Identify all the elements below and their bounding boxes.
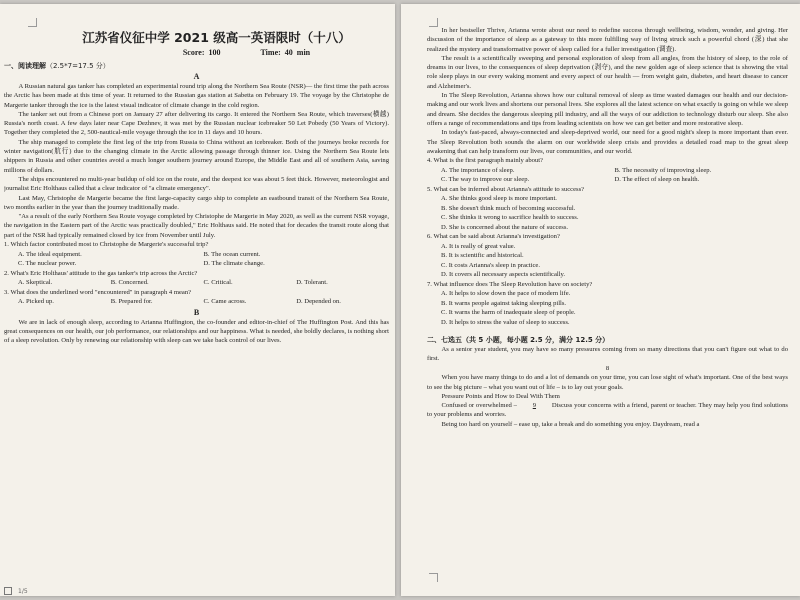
paragraph: A Russian natural gas tanker has completed an experimental round trip along the Northern Sea Route (NSR)— the first time the path across the Arctic has been made at this time of year. It returned to the Russian gas station at Sabetta on February 19. The voyage by the Christophe de Margerie tanker through the ice is the latest visual indicator of climate change in the cold region. [4, 83, 389, 109]
paragraph: In The Sleep Revolution, Arianna shows how our cultural removal of sleep as time wasted damages our health and our decision-making and our work lives and shortens our personal lives. She explores all the latest science on what exactly is going on while we sleep and dream. She decides the dangerous sleeping pill industry, and all the ways of our addiction to technology disturb our sleep. She also offers a range of recommendations and tips from leading scientists on how we can get better and more restorative sleep. [427, 92, 788, 127]
question-7: 7. What influence does The Sleep Revolution have on society? [427, 280, 593, 288]
option: A. It helps to slow down the pace of modern life. [441, 290, 571, 298]
option: C. Came across. [203, 298, 247, 306]
option: D. Depended on. [296, 298, 341, 306]
section-heading [4, 61, 389, 71]
option: A. Skeptical. [18, 279, 53, 287]
score-label: Score: 100 [182, 48, 221, 57]
option: C. It costs Arianna's sleep in practice. [441, 261, 540, 269]
option: B. The necessity of improving sleep. [614, 166, 712, 174]
option: A. Picked up. [18, 298, 54, 306]
blank-9: 9 [532, 402, 537, 410]
left-page-content [4, 22, 389, 574]
question-2: 2. What's Eric Holthaus' attitude to the gas tanker's trip across the Arctic? [4, 269, 198, 277]
question-1-options [18, 250, 389, 269]
paragraph: Last May, Christophe de Margerie became the first large-capacity cargo ship to complete an eastbound transit of the Northern Sea Route, two months earlier in the year than the journey traditionally made. [4, 194, 389, 211]
section-2-heading: 二、七选五（共 5 小题，每小题 2.5 分，满分 12.5 分） [427, 336, 610, 345]
paragraph: The tanker set out from a Chinese port on January 27 after delivering its cargo. It entered the Northern Sea Route, which traverses(横越) Russia's north coast. A few days later near Cape Dezhnev, it was met by the Russian nuclear icebreaker 50 Let Pobedy (50 Years of Victory). Together they completed the 2, 500-nautical-mile voyage through the ice in 11 days and 10 hours. [4, 110, 389, 137]
option: B. It warns people against taking sleeping pills. [441, 299, 567, 307]
subheading: Pressure Points and How to Deal With Them [441, 392, 560, 400]
passage-b-letter: B [193, 307, 200, 317]
paragraph: "As a result of the early Northern Sea Route voyage completed by Christophe de Margerie in May 2020, as well as the current NSR voyage, the navigation in the Eastern part of the Arctic was practically doubled," Eric Holthaus said. He noted that for decades the transit route along that part of the NSR had typically remained closed by ice from November until July. [4, 213, 389, 239]
option: D. The climate change. [203, 260, 265, 268]
question-1: 1. Which factor contributed most to Christophe de Margerie's successful trip? [4, 241, 209, 249]
question-5: 5. What can be inferred about Arianna's attitude to success? [427, 185, 585, 193]
paragraph: When you have many things to do and a lot of demands on your time, you can lose sight of what's important. One of the best ways to see the big picture – what you want out of life – is to lay out your goals. [427, 374, 788, 391]
paragraph: Being too hard on yourself – ease up, take a break and do something you enjoy. Daydream, read a [441, 420, 700, 428]
blank-8: 8 [605, 364, 610, 372]
paragraph: The ship managed to complete the first leg of the trip from Russia to China without an icebreaker. Both of the journeys broke records for winter navigation(航行) due to the changing climate in the Arctic allowing passage through thinner ice. Using the Northern Sea Route lets shippers in Russia and other countries avoid a much longer southern journey around Europe, the Middle East and all of southern Asia, saving millions of dollars. [4, 138, 389, 174]
option: B. Concerned. [110, 279, 149, 287]
paragraph [427, 401, 788, 420]
option: A. It is really of great value. [441, 242, 516, 250]
option: A. The ideal equipment. [18, 250, 82, 258]
right-page-content [427, 26, 788, 566]
paragraph: In today's fast-paced, always-connected and sleep-deprived world, our need for a good night's sleep is more important than ever. The Sleep Revolution both sounds the alarm on our worldwide sleep crisis and provides a detailed road map to the great sleep awakening that can help transform our lives, our communities, and our world. [427, 129, 788, 155]
paragraph-part: Confused or overwhelmed – [441, 402, 517, 410]
option: B. She doesn't think much of becoming successful. [441, 204, 576, 212]
page-counter: 1/5 [18, 587, 28, 595]
option: C. It warns the harm of inadequate sleep of people. [441, 309, 576, 317]
left-page [0, 4, 395, 596]
section-title: 一、阅读理解 [4, 62, 46, 70]
question-2-options [18, 278, 389, 288]
question-4: 4. What is the first paragraph mainly about? [427, 157, 543, 165]
option: C. She thinks it wrong to sacrifice health to success. [441, 214, 579, 222]
question-3: 3. What does the underlined word "encountered" in paragraph 4 mean? [4, 288, 192, 296]
option: D. She is concerned about the nature of success. [441, 223, 569, 231]
time-label: Time: 40 min [260, 48, 311, 57]
question-4-options [441, 166, 788, 185]
option: C. The way to improve our sleep. [441, 176, 530, 184]
page-title: 江苏省仪征中学 2021 级高一英语限时（十八） [82, 30, 351, 45]
option: D. The effect of sleep on health. [614, 176, 700, 184]
option: B. It is scientific and historical. [441, 252, 524, 260]
paragraph: The ships encountered no multi-year buildup of old ice on the route, and the deepest ice was about 5 feet thick. However, meteorologist and journalist Eric Holthaus called that a clear indicator of "a climate emergency". [4, 175, 389, 193]
passage-a-letter: A [193, 72, 200, 81]
margin-mark [429, 573, 438, 582]
question-6: 6. What can be said about Arianna's investigation? [427, 233, 560, 241]
section-points: （2.5*7=17.5 分） [46, 62, 110, 70]
paragraph: The result is a scientifically sweeping and personal exploration of sleep from all angles, from the history of sleep, to the role of dreams in our lives, to the consequences of sleep deprivation (剥夺), and the new golden age of sleep science that is showing the vital role sleep plays in our every waking moment and every aspect of our health — from weight gain, diabetes, and heart disease to cancer and Alzheimer's. [427, 54, 788, 90]
question-3-options [18, 297, 389, 307]
paragraph: In her bestseller Thrive, Arianna wrote about our need to redefine success through wellbeing, wisdom, wonder, and giving. Her discussion of the importance of sleep as a gateway to this more fulfilling way of living struck such a powerful chord (深) that she realized the mystery and transformative power of sleep called for a fuller investigation (调查). [427, 27, 788, 53]
right-page [401, 4, 800, 596]
option: B. The ocean current. [203, 250, 261, 258]
page-icon [4, 587, 12, 595]
paragraph: We are in lack of enough sleep, according to Arianna Huffington, the co-founder and editor-in-chief of The Huffington Post. And this has great consequences on our health, our job performance, our relationships and our happiness. What is needed, she boldly declares, is nothing short of a sleep revolution. Only by renewing our relationship with sleep can we take back control of our lives. [4, 318, 389, 345]
option: B. Prepared for. [110, 298, 153, 306]
score-line [104, 48, 389, 57]
paragraph-part: Discuss your concerns with a friend, parent or teacher. They may help you find solutions to your problems and worries. [427, 402, 788, 419]
option: D. Tolerant. [296, 279, 328, 287]
option: D. It helps to stress the value of sleep to success. [441, 318, 570, 326]
option: A. The importance of sleep. [441, 166, 515, 174]
paragraph: As a senior year student, you may have so many pressures coming from so many directions that you can't figure out what to do first. [427, 346, 788, 363]
status-bar [0, 586, 164, 596]
option: C. The nuclear power. [18, 260, 77, 268]
option: D. It covers all necessary aspects scientifically. [441, 271, 566, 279]
option: A. She thinks good sleep is more important. [441, 195, 557, 203]
option: C. Critical. [203, 279, 233, 287]
